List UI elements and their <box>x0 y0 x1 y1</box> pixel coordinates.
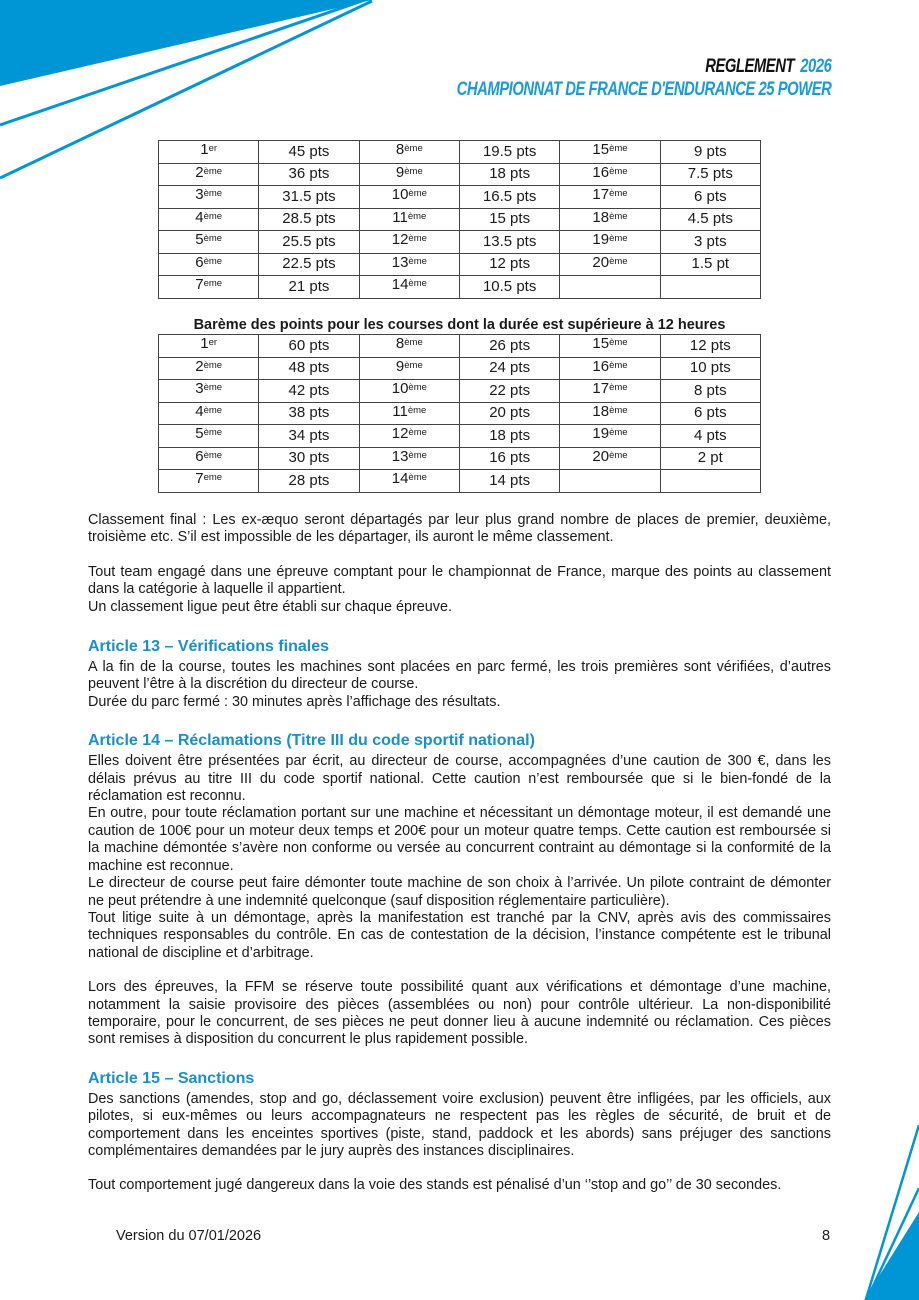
paragraph-team-points: Tout team engagé dans une épreuve comptant pour le championnat de France, marque des points au classement dans la catégorie à laquelle il appartient. <box>88 563 831 598</box>
rank-cell: 20ème <box>560 253 660 276</box>
rank-cell: 11ème <box>359 208 459 231</box>
rank-suffix: eme <box>203 278 223 289</box>
article-14-paragraph: En outre, pour toute réclamation portant sur une machine et nécessitant un démontage moteur, il est demandé une caution de 100€ pour un moteur deux temps et 200€ pour un moteur quatre temps. Cette caution est remboursée si la machine démontée s’avère non conforme ou versée au concurrent contraint au démontage si la conformité de la machine est reconnue. <box>88 805 831 874</box>
table-row <box>159 208 761 231</box>
table-row <box>159 141 761 164</box>
points-cell: 45 pts <box>259 141 359 164</box>
rank-cell: 3ème <box>159 380 259 403</box>
points-cell: 6 pts <box>660 186 760 209</box>
rank-cell: 20ème <box>560 447 660 470</box>
points-cell: 18 pts <box>459 163 559 186</box>
rank-suffix: er <box>208 337 218 348</box>
points-cell: 36 pts <box>259 163 359 186</box>
header-subtitle: CHAMPIONNAT DE FRANCE D'ENDURANCE 25 POWER <box>456 79 831 100</box>
article-13-heading: Article 13 – Vérifications finales <box>88 638 329 656</box>
table-row <box>159 447 761 470</box>
rank-cell: 14ème <box>359 470 459 493</box>
article-14-paragraph: Elles doivent être présentées par écrit, au directeur de course, accompagnées d’une caution de 300 €, dans les délais prévus au titre III du code sportif national. Cette caution n’est remboursée que si le bien-fondé de la réclamation est reconnu. <box>88 753 831 805</box>
rank-suffix: ème <box>203 165 223 177</box>
rank-suffix: ème <box>408 472 427 483</box>
rank-suffix: ème <box>203 188 223 199</box>
rank-cell: 6ème <box>159 253 259 276</box>
table-row <box>159 425 761 448</box>
table-row <box>159 470 761 493</box>
rank-suffix: ème <box>203 404 223 416</box>
rank-cell: 17ème <box>560 380 660 403</box>
points-cell: 10.5 pts <box>459 276 559 299</box>
rank-suffix: ème <box>609 210 628 222</box>
header-year: 2026 <box>799 56 831 77</box>
rank-suffix: er <box>208 143 218 154</box>
rank-suffix: ème <box>609 337 628 348</box>
points-cell: 18 pts <box>459 425 559 448</box>
rank-cell: 6ème <box>159 447 259 470</box>
article-15-paragraph: Tout comportement jugé dangereux dans la voie des stands est pénalisé d’un ‘’stop and go’’ de 30 secondes. <box>88 1177 782 1194</box>
rank-suffix: ème <box>203 255 223 267</box>
rank-cell: 17ème <box>560 186 660 209</box>
points-cell: 28 pts <box>259 470 359 493</box>
table-row <box>159 231 761 254</box>
rank-cell: 4ème <box>159 208 259 231</box>
rank-suffix: ème <box>408 382 427 393</box>
rank-cell: 8ème <box>359 141 459 164</box>
empty-cell <box>660 470 760 493</box>
points-cell: 60 pts <box>259 335 359 358</box>
rank-cell: 8ème <box>359 335 459 358</box>
points-cell: 30 pts <box>259 447 359 470</box>
rank-suffix: ème <box>609 359 628 371</box>
table-row <box>159 253 761 276</box>
points-cell: 12 pts <box>459 253 559 276</box>
rank-suffix: ème <box>203 449 223 461</box>
table-row <box>159 357 761 380</box>
points-cell: 25.5 pts <box>259 231 359 254</box>
rank-cell: 14ème <box>359 276 459 299</box>
rank-suffix: ème <box>609 449 628 461</box>
rank-cell: 7eme <box>159 470 259 493</box>
rank-suffix: ème <box>407 210 427 222</box>
rank-suffix: ème <box>609 404 628 416</box>
points-cell: 15 pts <box>459 208 559 231</box>
points-table-standard <box>158 140 761 299</box>
points-cell: 7.5 pts <box>660 163 760 186</box>
rank-cell: 18ème <box>560 208 660 231</box>
rank-cell: 9ème <box>359 163 459 186</box>
table-row <box>159 163 761 186</box>
footer-page-number: 8 <box>822 1228 831 1244</box>
points-cell: 3 pts <box>660 231 760 254</box>
rank-cell: 1er <box>159 141 259 164</box>
rank-suffix: ème <box>404 165 423 177</box>
points-cell: 6 pts <box>660 402 760 425</box>
points-cell: 19.5 pts <box>459 141 559 164</box>
points-cell: 16 pts <box>459 447 559 470</box>
paragraph-classement-ligue: Un classement ligue peut être établi sur chaque épreuve. <box>88 598 452 615</box>
rank-cell: 13ème <box>359 447 459 470</box>
points-cell: 13.5 pts <box>459 231 559 254</box>
rank-suffix: eme <box>203 472 223 483</box>
rank-suffix: ème <box>408 278 427 289</box>
points-cell: 42 pts <box>259 380 359 403</box>
points-cell: 2 pt <box>660 447 760 470</box>
rank-cell: 11ème <box>359 402 459 425</box>
rank-cell: 1er <box>159 335 259 358</box>
points-cell: 24 pts <box>459 357 559 380</box>
article-13-paragraph: A la fin de la course, toutes les machines sont placées en parc fermé, les trois premières sont vérifiées, d’autres peuvent l’être à la discrétion du directeur de course. <box>88 659 831 693</box>
rank-cell: 4ème <box>159 402 259 425</box>
rank-cell: 10ème <box>359 186 459 209</box>
rank-cell: 9ème <box>359 357 459 380</box>
points-cell: 48 pts <box>259 357 359 380</box>
points-cell: 8 pts <box>660 380 760 403</box>
rank-suffix: ème <box>609 143 628 154</box>
points-cell: 1.5 pt <box>660 253 760 276</box>
rank-cell: 13ème <box>359 253 459 276</box>
article-15-paragraph: Des sanctions (amendes, stop and go, déclassement voire exclusion) peuvent être infligées, par les officiels, aux pilotes, si eux-mêmes ou leurs accompagnateurs ne respectent pas les règles de sécurité, de bruit et de comportement dans les enceintes sportives (piste, stand, paddock et les abords) sans préjuger des sanctions complémentaires demandées par le jury auprès des instances disciplinaires. <box>88 1090 831 1159</box>
rank-suffix: ème <box>408 233 427 244</box>
points-table-long-caption: Barème des points pour les courses dont la durée est supérieure à 12 heures <box>193 317 726 333</box>
rank-suffix: ème <box>404 143 423 154</box>
article-14-paragraph: Tout litige suite à un démontage, après la manifestation est tranché par la CNV, après avis des commissaires techniques responsables du contrôle. En cas de contestation de la décision, l’instance compétente est le tribunal national de discipline et d’arbitrage. <box>88 909 831 961</box>
rank-cell: 12ème <box>359 231 459 254</box>
rank-suffix: ème <box>203 233 223 244</box>
table-row <box>159 402 761 425</box>
points-cell: 38 pts <box>259 402 359 425</box>
rank-suffix: ème <box>203 382 223 393</box>
rank-cell: 15ème <box>560 141 660 164</box>
document-body <box>88 512 831 1195</box>
rank-suffix: ème <box>404 337 423 348</box>
rank-suffix: ème <box>609 382 628 393</box>
rank-cell: 15ème <box>560 335 660 358</box>
stripe-fill <box>0 0 372 86</box>
rank-suffix: ème <box>408 255 427 267</box>
rank-suffix: ème <box>408 449 427 461</box>
article-13-paragraph: Durée du parc fermé : 30 minutes après l’affichage des résultats. <box>88 693 501 710</box>
points-cell: 31.5 pts <box>259 186 359 209</box>
empty-cell <box>560 276 660 299</box>
points-cell: 22 pts <box>459 380 559 403</box>
paragraph-classement-final: Classement final : Les ex-æquo seront départagés par leur plus grand nombre de places de premier, deuxième, troisième etc. S’il est impossible de les départager, ils auront le même classement. <box>88 512 831 546</box>
points-cell: 20 pts <box>459 402 559 425</box>
table-row <box>159 335 761 358</box>
rank-suffix: ème <box>408 427 427 438</box>
rank-cell: 16ème <box>560 357 660 380</box>
rank-cell: 3ème <box>159 186 259 209</box>
points-cell: 28.5 pts <box>259 208 359 231</box>
empty-cell <box>660 276 760 299</box>
footer-stripes-graphic <box>839 1100 919 1300</box>
rank-suffix: ème <box>609 233 628 244</box>
rank-cell: 10ème <box>359 380 459 403</box>
table-row <box>159 276 761 299</box>
points-cell: 16.5 pts <box>459 186 559 209</box>
rank-suffix: ème <box>203 427 223 438</box>
points-cell: 4.5 pts <box>660 208 760 231</box>
rank-cell: 12ème <box>359 425 459 448</box>
points-cell: 34 pts <box>259 425 359 448</box>
rank-cell: 19ème <box>560 425 660 448</box>
header-title: REGLEMENT <box>704 56 794 77</box>
rank-suffix: ème <box>609 427 628 438</box>
rank-cell: 19ème <box>560 231 660 254</box>
rank-suffix: ème <box>609 255 628 267</box>
rank-suffix: ème <box>609 188 628 199</box>
rank-suffix: ème <box>203 210 223 222</box>
document-header <box>456 56 831 102</box>
rank-cell: 2ème <box>159 357 259 380</box>
rank-cell: 18ème <box>560 402 660 425</box>
points-cell: 12 pts <box>660 335 760 358</box>
points-cell: 26 pts <box>459 335 559 358</box>
rank-cell: 5ème <box>159 425 259 448</box>
article-14-heading: Article 14 – Réclamations (Titre III du code sportif national) <box>88 732 535 750</box>
table-row <box>159 380 761 403</box>
article-14-paragraph: Lors des épreuves, la FFM se réserve toute possibilité quant aux vérifications et démontage d’une machine, notamment la saisie provisoire des pièces (assemblées ou non) pour contrôle ultérieur. La non-disponibilité temporaire, pour le concurrent, de ses pièces ne peut donner lieu à aucune indemnité ou réclamation. Ces pièces sont remises à disposition du concurrent le plus rapidement possible. <box>88 979 831 1048</box>
points-cell: 10 pts <box>660 357 760 380</box>
rank-suffix: ème <box>404 359 423 371</box>
rank-cell: 7eme <box>159 276 259 299</box>
empty-cell <box>560 470 660 493</box>
rank-suffix: ème <box>407 404 427 416</box>
points-cell: 21 pts <box>259 276 359 299</box>
article-14-paragraph: Le directeur de course peut faire démonter toute machine de son choix à l’arrivée. Un pilote contraint de démonter ne peut prétendre à une indemnité quelconque (sauf disposition réglementaire particulière). <box>88 875 831 909</box>
points-cell: 4 pts <box>660 425 760 448</box>
table-row <box>159 186 761 209</box>
points-cell: 14 pts <box>459 470 559 493</box>
rank-suffix: ème <box>408 188 427 199</box>
article-15-heading: Article 15 – Sanctions <box>88 1069 255 1087</box>
rank-suffix: ème <box>203 359 223 371</box>
points-cell: 9 pts <box>660 141 760 164</box>
rank-cell: 2ème <box>159 163 259 186</box>
points-table-long <box>158 334 761 493</box>
rank-cell: 16ème <box>560 163 660 186</box>
footer-version: Version du 07/01/2026 <box>116 1228 262 1244</box>
rank-suffix: ème <box>609 165 628 177</box>
rank-cell: 5ème <box>159 231 259 254</box>
points-cell: 22.5 pts <box>259 253 359 276</box>
